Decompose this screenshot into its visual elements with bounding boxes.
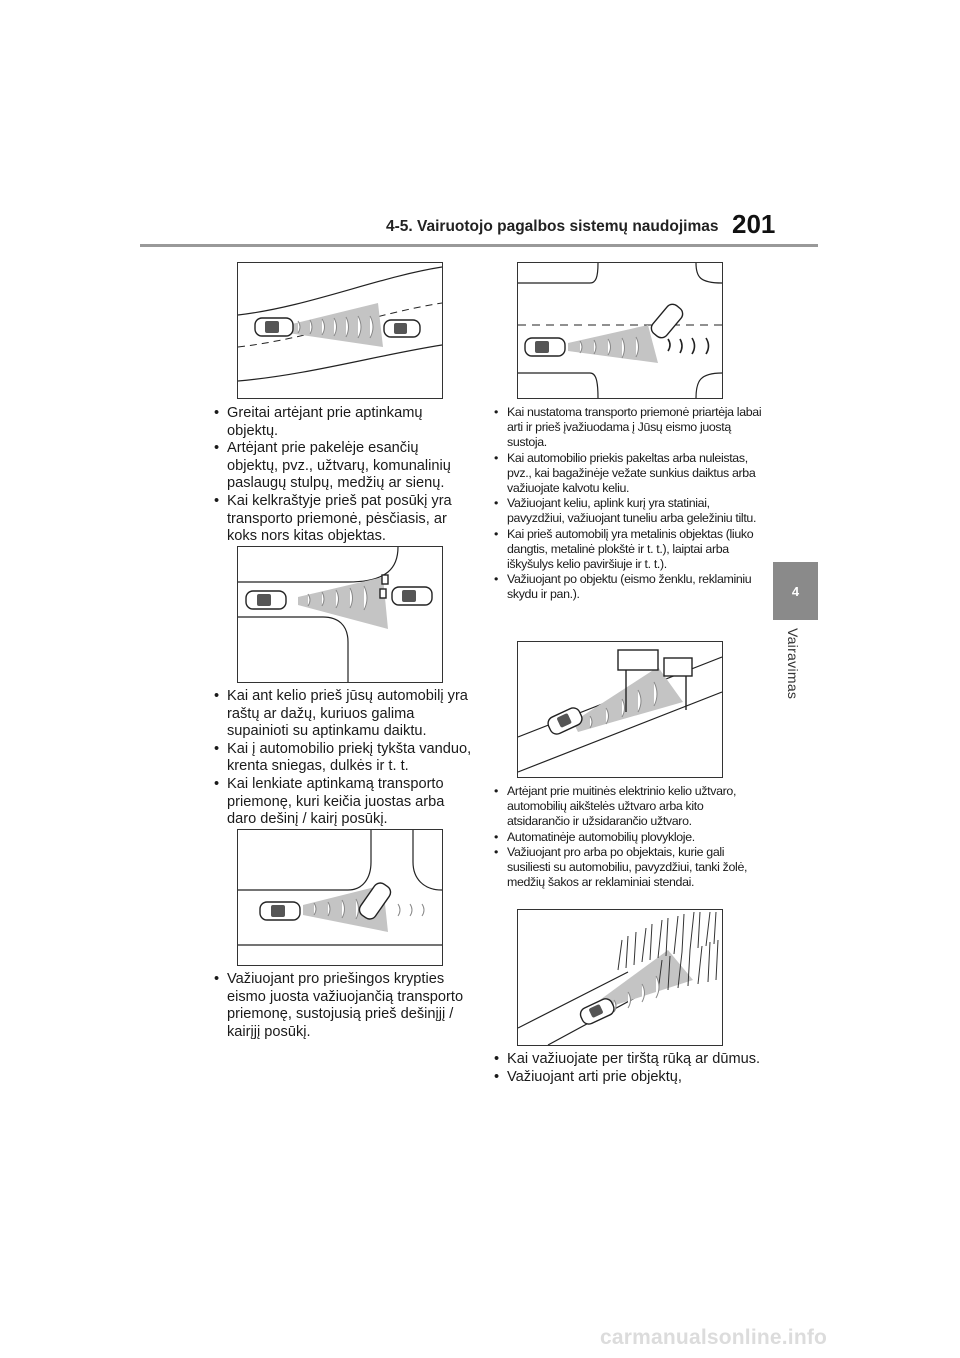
- list-item: • Artėjant prie pakelėje esančių objektų, pvz., užtvarų, komunalinių paslaugų stulpų, medžių ar sienų.: [210, 440, 472, 493]
- page-number: 201: [732, 209, 776, 239]
- list-item: • Kai prieš automobilį yra metalinis objektas (liuko dangtis, metalinė plokštė ir t. t.), laiptai arba iškyšulys kelio paviršiuje ir t. t.).: [490, 527, 765, 573]
- list-item: • Artėjant prie muitinės elektrinio kelio užtvaro, automobilių aikštelės užtvaro arba kito atsidarančio ir užsidarančio užtvaro.: [490, 784, 765, 830]
- conditions-list-3: [210, 971, 472, 1041]
- chapter-label: Vairavimas: [785, 628, 801, 700]
- illustration-oncoming-turn: [237, 829, 443, 966]
- list-item: • Kai automobilio priekis pakeltas arba nuleistas, pvz., kai bagažinėje vežate sunkius daiktus arba važiuojate kalvotu keliu.: [490, 451, 765, 497]
- illustration-overhead-sign: [517, 641, 723, 778]
- conditions-list-1: [210, 405, 472, 546]
- section-title: 4-5. Vairuotojo pagalbos sistemų naudojimas: [386, 218, 719, 235]
- list-item: • Važiuojant pro arba po objektais, kurie gali susiliesti su automobiliu, pavyzdžiui, tanki žolė, medžių šakos ar reklaminiai stendai.: [490, 845, 765, 891]
- list-item: • Kai lenkiate aptinkamą transporto priemonę, kuri keičia juostas arba daro dešinį / kairį posūkį.: [210, 776, 472, 829]
- conditions-list-2: [210, 688, 472, 829]
- chapter-tab[interactable]: [773, 562, 818, 620]
- list-item: • Kai važiuojate per tirštą rūką ar dūmus.: [490, 1051, 765, 1069]
- list-item: • Važiuojant po objektu (eismo ženklu, reklaminiu skydu ir pan.).: [490, 572, 765, 602]
- conditions-list-6: [490, 1051, 765, 1086]
- header-divider: [140, 244, 818, 247]
- illustration-turn-with-objects: [237, 546, 443, 683]
- illustration-crossing-vehicle: [517, 262, 723, 399]
- list-item: • Kai ant kelio prieš jūsų automobilį yra raštų ar dažų, kuriuos galima supainioti su aptinkamu daiktu.: [210, 688, 472, 741]
- chapter-number: 4: [791, 583, 800, 599]
- illustration-dense-grass: [517, 909, 723, 1046]
- list-item: • Automatinėje automobilių plovykloje.: [490, 830, 765, 845]
- list-item: • Važiuojant keliu, aplink kurį yra statiniai, pavyzdžiui, važiuojant tuneliu arba geležiniu tiltu.: [490, 496, 765, 526]
- list-item: • Greitai artėjant prie aptinkamų objektų.: [210, 405, 472, 440]
- watermark: carmanualsonline.info: [600, 1326, 828, 1349]
- conditions-list-5: [490, 784, 765, 890]
- conditions-list-4: [490, 405, 765, 603]
- list-item: • Kai į automobilio priekį tykšta vanduo, krenta sniegas, dulkės ir t. t.: [210, 741, 472, 776]
- list-item: • Važiuojant pro priešingos krypties eismo juosta važiuojančią transporto priemonę, sustojusią prieš dešinįjį / kairįjį posūkį.: [210, 971, 472, 1041]
- list-item: • Važiuojant arti prie objektų,: [490, 1069, 765, 1087]
- list-item: • Kai nustatoma transporto priemonė priartėja labai arti ir prieš įvažiuodama į Jūsų eismo juostą sustoja.: [490, 405, 765, 451]
- illustration-curved-road: [237, 262, 443, 399]
- list-item: • Kai kelkraštyje prieš pat posūkį yra transporto priemonė, pėsčiasis, ar koks nors kitas objektas.: [210, 493, 472, 546]
